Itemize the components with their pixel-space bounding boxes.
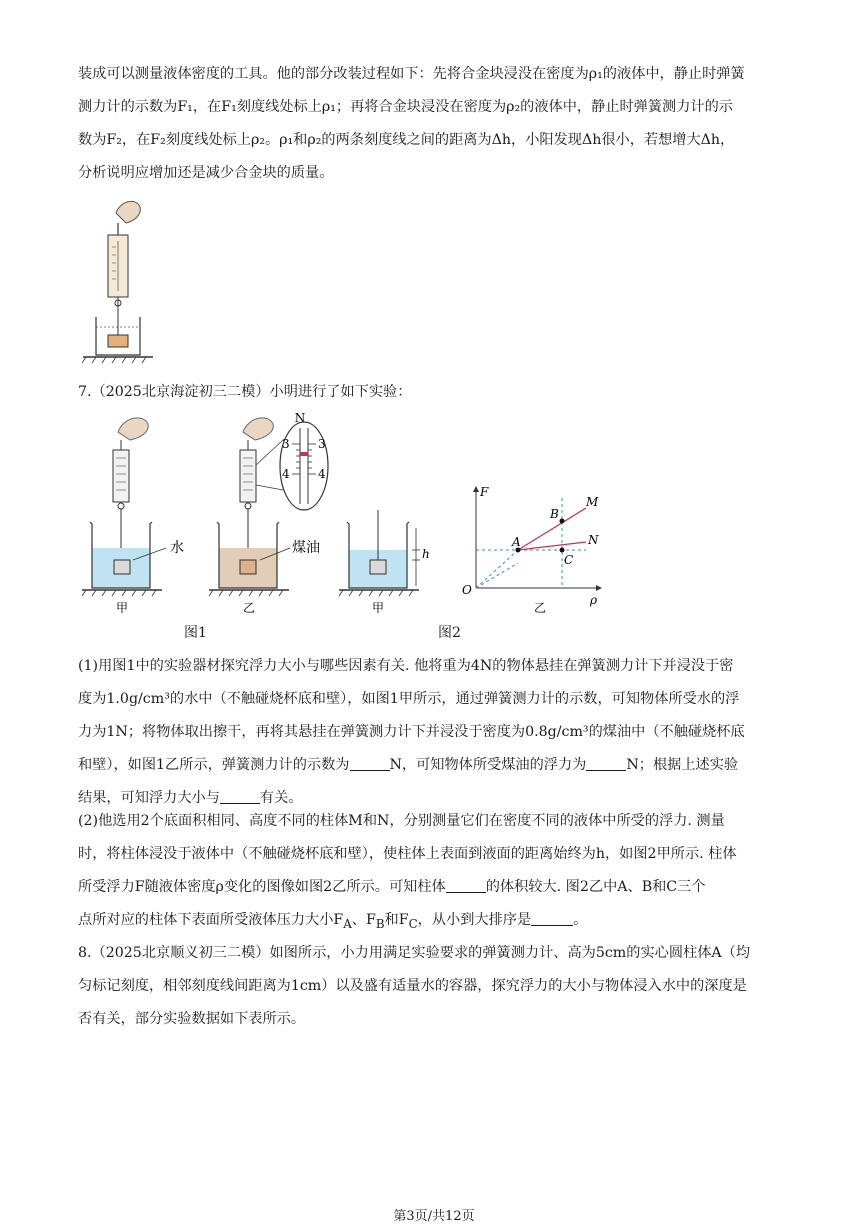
text-segment: 。 xyxy=(573,912,588,928)
spring-scale-figure xyxy=(78,195,158,365)
fig2-jia-label: 甲 xyxy=(372,601,385,615)
text-segment: 点所对应的柱体下表面所受液体压力大小F xyxy=(78,912,344,928)
zoom-unit-label: N xyxy=(294,411,306,425)
q7-part1 xyxy=(78,650,794,815)
answer-blank-1[interactable] xyxy=(350,756,390,771)
figure-1-and-2 xyxy=(78,410,618,642)
graph-origin: O xyxy=(462,583,472,597)
fig1-jia-label: 甲 xyxy=(116,601,129,615)
text-segment: 有关。 xyxy=(259,790,303,806)
figure-1-caption: 图1 xyxy=(184,625,207,641)
graph-line-M: M xyxy=(586,495,599,509)
q7-part1-line: 力为1N；将物体取出擦干，再将其悬挂在弹簧测力计下并浸没于密度为0.8g/cm³的煤油中（不触碰烧杯底 xyxy=(78,724,745,740)
intro-line: 装成可以测量液体密度的工具。他的部分改装过程如下：先将合金块浸没在密度为ρ₁的液体中，静止时弹簧 xyxy=(78,66,745,82)
graph-point-A: A xyxy=(512,535,521,549)
figure-2-caption: 图2 xyxy=(438,625,461,641)
fig1-yi-label: 乙 xyxy=(243,601,256,615)
zoom-scale-3-left: 3 xyxy=(282,437,290,451)
text-segment: ，从小到大排序是 xyxy=(417,912,532,928)
q7-part2 xyxy=(78,805,794,937)
q8-line: 匀标记刻度，相邻刻度线间距离为1cm）以及盛有适量水的容器，探究浮力的大小与物体浸入水中的深度是 xyxy=(78,978,747,994)
zoom-scale-4-left: 4 xyxy=(282,467,290,481)
text-segment: 和F xyxy=(384,912,409,928)
graph-point-C: C xyxy=(564,553,574,567)
q7-title-block xyxy=(78,376,794,409)
q7-part2-line-blanks xyxy=(78,904,794,937)
q7-part2-line: 时，将柱体浸没于液体中（不触碰烧杯底和壁），使柱体上表面到液面的距离始终为h，如图2甲所示. 柱体 xyxy=(78,846,737,862)
q8-line: 否有关，部分实验数据如下表所示。 xyxy=(78,1011,306,1027)
q7-part1-line: (1)用图1中的实验器材探究浮力大小与哪些因素有关. 他将重为4N的物体悬挂在弹簧测力计下并浸没于密 xyxy=(78,658,734,674)
answer-blank-4[interactable] xyxy=(446,878,486,893)
q7-title: 7.（2025北京海淀初三二模）小明进行了如下实验： xyxy=(78,384,412,400)
graph-line-N: N xyxy=(588,533,599,547)
text-segment: 、F xyxy=(351,912,376,928)
q7-part1-line: 度为1.0g/cm³的水中（不触碰烧杯底和壁），如图1甲所示，通过弹簧测力计的示数，可知物体所受水的浮 xyxy=(78,691,740,707)
fig1-jia-apparatus xyxy=(82,418,166,596)
water-label: 水 xyxy=(170,540,184,556)
fig2-yi-graph xyxy=(473,486,602,591)
text-segment: 的体积较大. 图2乙中A、B和C三个 xyxy=(485,879,706,895)
graph-point-B: B xyxy=(550,507,559,521)
q8-line: 8.（2025北京顺义初三二模）如图所示，小力用满足实验要求的弹簧测力计、高为5cm的实心圆柱体A（均 xyxy=(78,945,751,961)
answer-blank-3[interactable] xyxy=(220,789,260,804)
graph-axis-rho: ρ xyxy=(590,593,598,607)
q8-paragraph xyxy=(78,937,794,1036)
subscript: C xyxy=(408,916,418,931)
intro-line: 测力计的示数为F₁，在F₁刻度线处标上ρ₁；再将合金块浸没在密度为ρ₂的液体中，静止时弹簧测力计的示 xyxy=(78,99,733,115)
text-segment: N；根据上述实验 xyxy=(626,757,739,773)
graph-axis-F: F xyxy=(480,485,489,499)
text-segment: N，可知物体所受煤油的浮力为 xyxy=(389,757,587,773)
intro-line: 数为F₂，在F₂刻度线处标上ρ₂。ρ₁和ρ₂的两条刻度线之间的距离为Δh，小阳发现Δh很小，若想增大Δh， xyxy=(78,132,735,148)
depth-h-label: h xyxy=(422,547,430,561)
page-footer: 第3页/共12页 xyxy=(393,1209,475,1224)
zoom-scale-3-right: 3 xyxy=(318,437,326,451)
oil-label: 煤油 xyxy=(292,540,320,556)
answer-blank-5[interactable] xyxy=(531,911,573,926)
q7-part2-line-blanks xyxy=(78,871,794,904)
answer-blank-2[interactable] xyxy=(586,756,626,771)
intro-line: 分析说明应增加还是减少合金块的质量。 xyxy=(78,165,334,181)
fig2-jia-apparatus xyxy=(339,510,420,596)
subscript: A xyxy=(343,916,352,931)
fig2-yi-label: 乙 xyxy=(534,601,547,615)
text-segment: 和壁），如图1乙所示，弹簧测力计的示数为 xyxy=(78,757,350,773)
text-segment: 所受浮力F随液体密度ρ变化的图像如图2乙所示。可知柱体 xyxy=(78,879,446,895)
text-segment: 结果，可知浮力大小与 xyxy=(78,790,220,806)
q7-part1-line-blanks xyxy=(78,749,794,782)
q7-part2-line: (2)他选用2个底面积相同、高度不同的柱体M和N，分别测量它们在密度不同的液体中所受的浮力. 测量 xyxy=(78,813,725,829)
zoom-scale-4-right: 4 xyxy=(318,467,326,481)
intro-paragraph xyxy=(78,58,794,190)
fig1-yi-apparatus xyxy=(209,418,328,596)
subscript: B xyxy=(375,916,385,931)
